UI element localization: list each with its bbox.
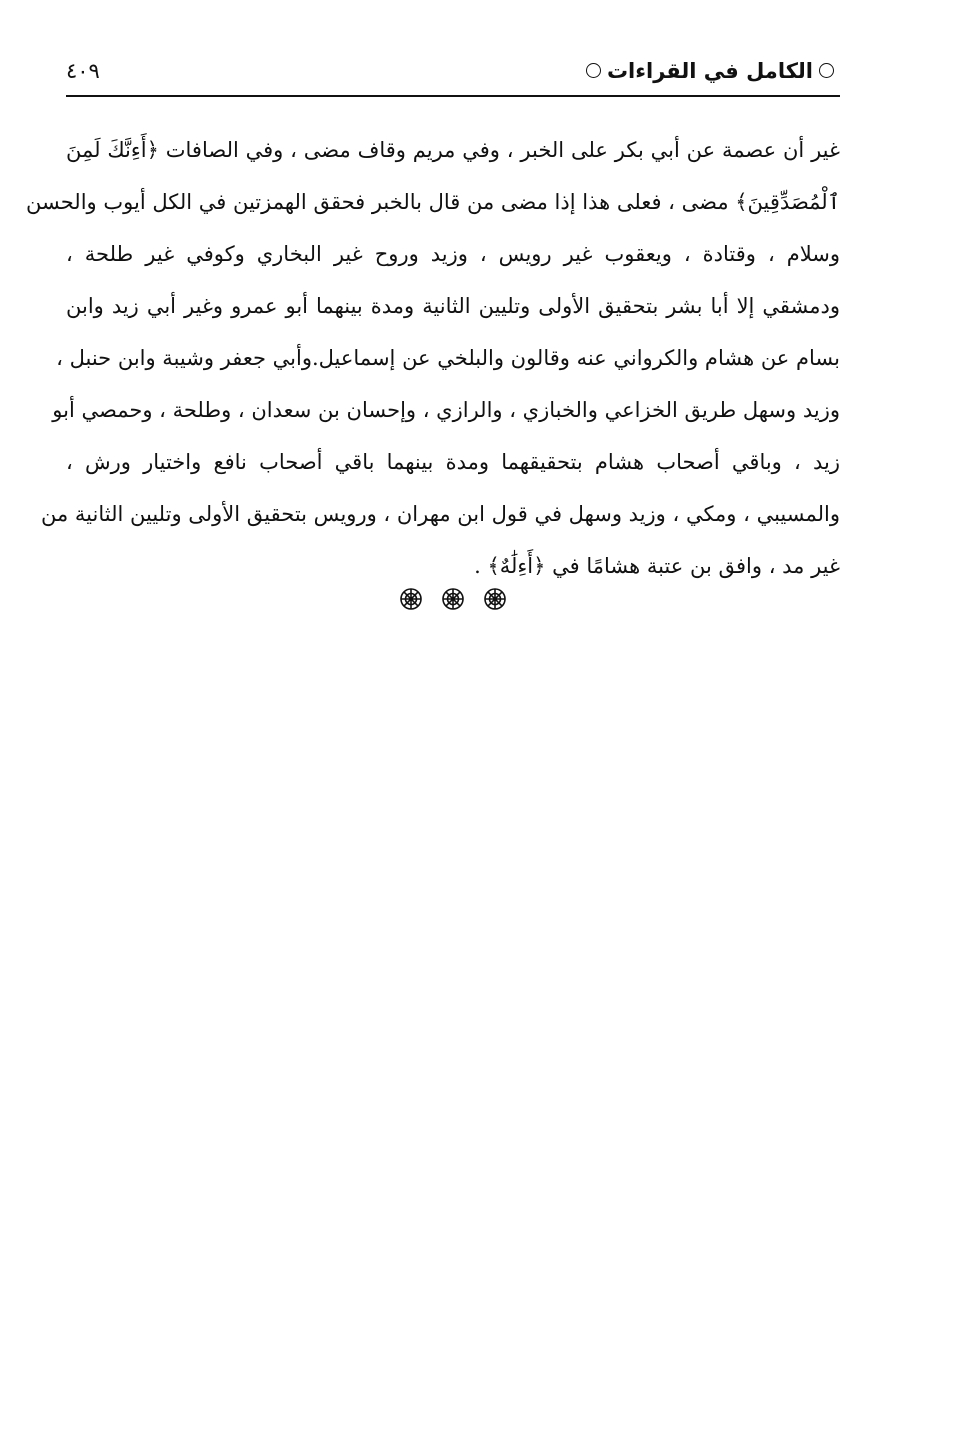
text-line: ٱلْمُصَدِّقِينَ﴾ مضى ، فعلى هذا إذا مضى من قال بالخبر فحقق الهمزتين في الكل أيوب والحسن <box>26 190 840 214</box>
text-line: والمسيبي ، ومكي ، وزيد وسهل في قول ابن مهران ، ورويس بتحقيق الأولى وتليين الثانية من <box>41 502 840 526</box>
running-title <box>580 56 840 86</box>
text-line: ودمشقي إلا أبا بشر بتحقيق الأولى وتليين الثانية ومدة بينهما أبو عمرو وغير أبي زيد وابن <box>66 294 840 318</box>
text-line: زيد ، وباقي أصحاب هشام بتحقيقهما ومدة بينهما باقي أصحاب نافع واختيار ورش ، <box>66 450 840 474</box>
running-head <box>66 56 840 92</box>
circle-icon <box>586 63 601 78</box>
running-title-text: الكامل في القراءات <box>606 59 813 83</box>
text-line: بسام عن هشام والكرواني عنه وقالون والبلخي عن إسماعيل.وأبي جعفر وشيبة وابن حنبل ، <box>56 346 840 370</box>
rosette-ornament-icon <box>483 587 507 611</box>
section-end-ornaments <box>0 587 840 617</box>
text-line: غير مد ، وافق بن عتبة هشامًا في ﴿أَءِلَٰهٌ﴾ . <box>474 554 840 578</box>
header-rule <box>66 95 840 97</box>
rosette-ornament-icon <box>441 587 465 611</box>
text-line: غير أن عصمة عن أبي بكر على الخبر ، وفي مريم وقاف مضى ، وفي الصافات ﴿أَءِنَّكَ لَمِنَ <box>66 138 840 162</box>
circle-icon <box>819 63 834 78</box>
body-text <box>26 124 840 592</box>
page-number: ٤٠٩ <box>66 59 100 83</box>
rosette-ornament-icon <box>399 587 423 611</box>
text-line: وزيد وسهل طريق الخزاعي والخبازي ، والرازي ، وإحسان بن سعدان ، وطلحة ، وحمصي أبو <box>52 398 840 422</box>
text-line: وسلام ، وقتادة ، ويعقوب غير رويس ، وزيد وروح غير البخاري وكوفي غير طلحة ، <box>66 242 840 266</box>
